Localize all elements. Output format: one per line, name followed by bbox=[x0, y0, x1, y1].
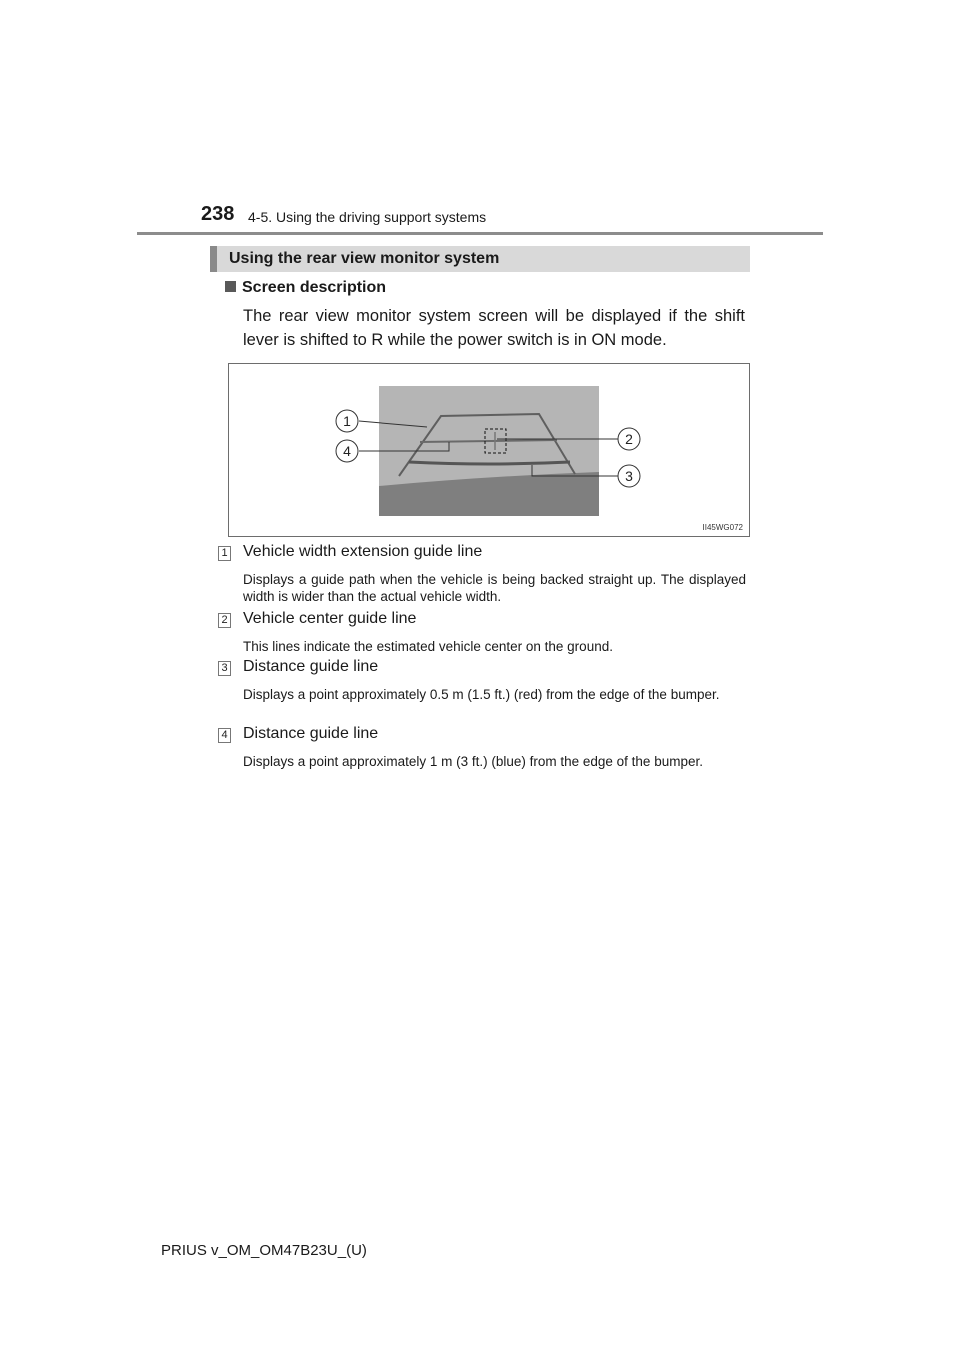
sub-heading bbox=[225, 279, 386, 297]
item-description: This lines indicate the estimated vehicle center on the ground. bbox=[243, 639, 613, 654]
sub-heading-text: Screen description bbox=[242, 279, 387, 296]
callout-2-label: 2 bbox=[625, 431, 633, 447]
item-number-badge: 3 bbox=[218, 661, 231, 676]
item-title: Vehicle width extension guide line bbox=[243, 543, 483, 560]
rear-view-monitor-figure bbox=[228, 363, 750, 537]
item-title: Distance guide line bbox=[243, 658, 379, 675]
item-title: Distance guide line bbox=[243, 725, 379, 742]
section-heading-bar bbox=[210, 246, 750, 272]
header-rule bbox=[137, 232, 823, 235]
callout-4-label: 4 bbox=[343, 443, 351, 459]
page-number: 238 bbox=[201, 203, 235, 225]
callout-1-label: 1 bbox=[343, 413, 351, 429]
square-bullet-icon bbox=[225, 281, 236, 292]
item-description: Displays a point approximately 0.5 m (1.5 ft.) (red) from the edge of the bumper. bbox=[243, 687, 720, 702]
monitor-illustration bbox=[229, 364, 751, 538]
figure-code: II45WG072 bbox=[702, 523, 743, 532]
item-title: Vehicle center guide line bbox=[243, 610, 417, 627]
item-number-badge: 4 bbox=[218, 728, 231, 743]
item-number-badge: 1 bbox=[218, 546, 231, 561]
intro-paragraph: The rear view monitor system screen will be displayed if the shift lever is shifted to R while the power switch is in ON mode. bbox=[243, 307, 745, 349]
footer-manual-code: PRIUS v_OM_OM47B23U_(U) bbox=[161, 1242, 367, 1259]
item-description: Displays a guide path when the vehicle is being backed straight up. The displayed width is wider than the actual vehicle width. bbox=[243, 572, 746, 604]
chapter-title: 4-5. Using the driving support systems bbox=[248, 209, 487, 225]
callout-3-label: 3 bbox=[625, 468, 633, 484]
section-title: Using the rear view monitor system bbox=[229, 250, 500, 267]
item-description: Displays a point approximately 1 m (3 ft.) (blue) from the edge of the bumper. bbox=[243, 754, 703, 769]
item-number-badge: 2 bbox=[218, 613, 231, 628]
